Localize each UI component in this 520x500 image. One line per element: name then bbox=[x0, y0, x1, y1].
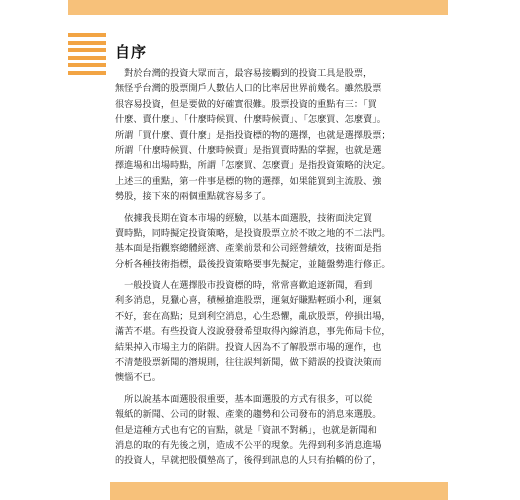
text-line: 什麼、賣什麼」、「什麼時候買、什麼時候賣」、「怎麼買、怎麼賣」。 bbox=[115, 114, 386, 126]
text-line: 依據我長期在資本市場的經驗，以基本面選股，技術面決定買 bbox=[115, 212, 373, 224]
text-line: 賣時點，同時擬定投資策略，是投資股票立於不敗之地的不二法門。 bbox=[115, 227, 391, 239]
text-line: 分析各種技術指標，最後投資策略要事先擬定，並隨盤勢進行修正。 bbox=[115, 258, 391, 270]
text-line: 對於台灣的投資大眾而言，最容易接觸到的投資工具是股票， bbox=[115, 68, 373, 79]
top-decorative-band bbox=[68, 0, 448, 15]
text-line: 一般投資人在選擇股市投資標的時，常常喜歡追逐新聞，看到 bbox=[115, 280, 373, 292]
text-line: 所謂「什麼時候買、什麼時候賣」是指買賣時點的掌握，也就是選 bbox=[115, 144, 382, 156]
text-line: 懊惱不已。 bbox=[115, 372, 161, 384]
text-line: 結果掉入市場主力的陷阱。投資人因為不了解股票市場的運作，也 bbox=[115, 341, 382, 353]
text-line: 擇進場和出場時點，所謂「怎麼買、怎麼賣」是指投資策略的決定。 bbox=[115, 160, 391, 172]
text-line: 不清楚股票新聞的潛規則，往往誤判新聞，做下錯誤的投資決策而 bbox=[115, 357, 382, 369]
text-line: 但是這種方式也有它的盲點，就是「資訊不對稱」，也就是新聞和 bbox=[115, 424, 377, 436]
chapter-title: 自序 bbox=[115, 43, 148, 61]
text-line: 基本面是指觀察總體經濟、產業前景和公司經營績效，技術面是指 bbox=[115, 243, 382, 255]
text-line: 無怪乎台灣的股票開戶人數佔人口的比率居世界前幾名。雖然股票 bbox=[115, 83, 382, 95]
text-line: 消息的取的有先後之別，造成不公平的現象。先得到利多消息進場 bbox=[115, 439, 382, 451]
chapter-stripe-icon bbox=[68, 33, 106, 75]
text-line: 不好，套在高點；見到利空消息，心生恐懼，亂砍股票，停損出場， bbox=[115, 310, 391, 322]
bottom-decorative-band bbox=[110, 482, 448, 500]
text-line: 勢股，接下來的兩個重點就容易多了。 bbox=[115, 191, 272, 203]
text-line: 所謂「買什麼、賣什麼」是指投資標的物的選擇，也就是選擇股票； bbox=[115, 129, 391, 141]
text-line: 滿苦不堪。有些投資人沒說發發希望取得內線消息，事先佈局卡位， bbox=[115, 326, 391, 338]
text-line: 很容易投資，但是要做的好確實很難。股票投資的重點有三：「買 bbox=[115, 98, 377, 110]
text-line: 利多消息，見獵心喜，積極搶進股票，運氣好賺點輕頭小利，運氣 bbox=[115, 295, 382, 307]
text-line: 上述三的重點，第一件事是標的物的選擇，如果能買到主流股、強 bbox=[115, 175, 382, 187]
text-body bbox=[115, 66, 415, 469]
text-line: 的投資人，早就把股價墊高了，後得到訊息的人只有抬轎的份了， bbox=[115, 455, 382, 467]
text-line: 報紙的新聞、公司的財報、產業的趨勢和公司發布的消息來選股。 bbox=[115, 409, 382, 421]
text-line: 所以說基本面選股很重要，基本面選股的方式有很多，可以從 bbox=[115, 393, 373, 405]
